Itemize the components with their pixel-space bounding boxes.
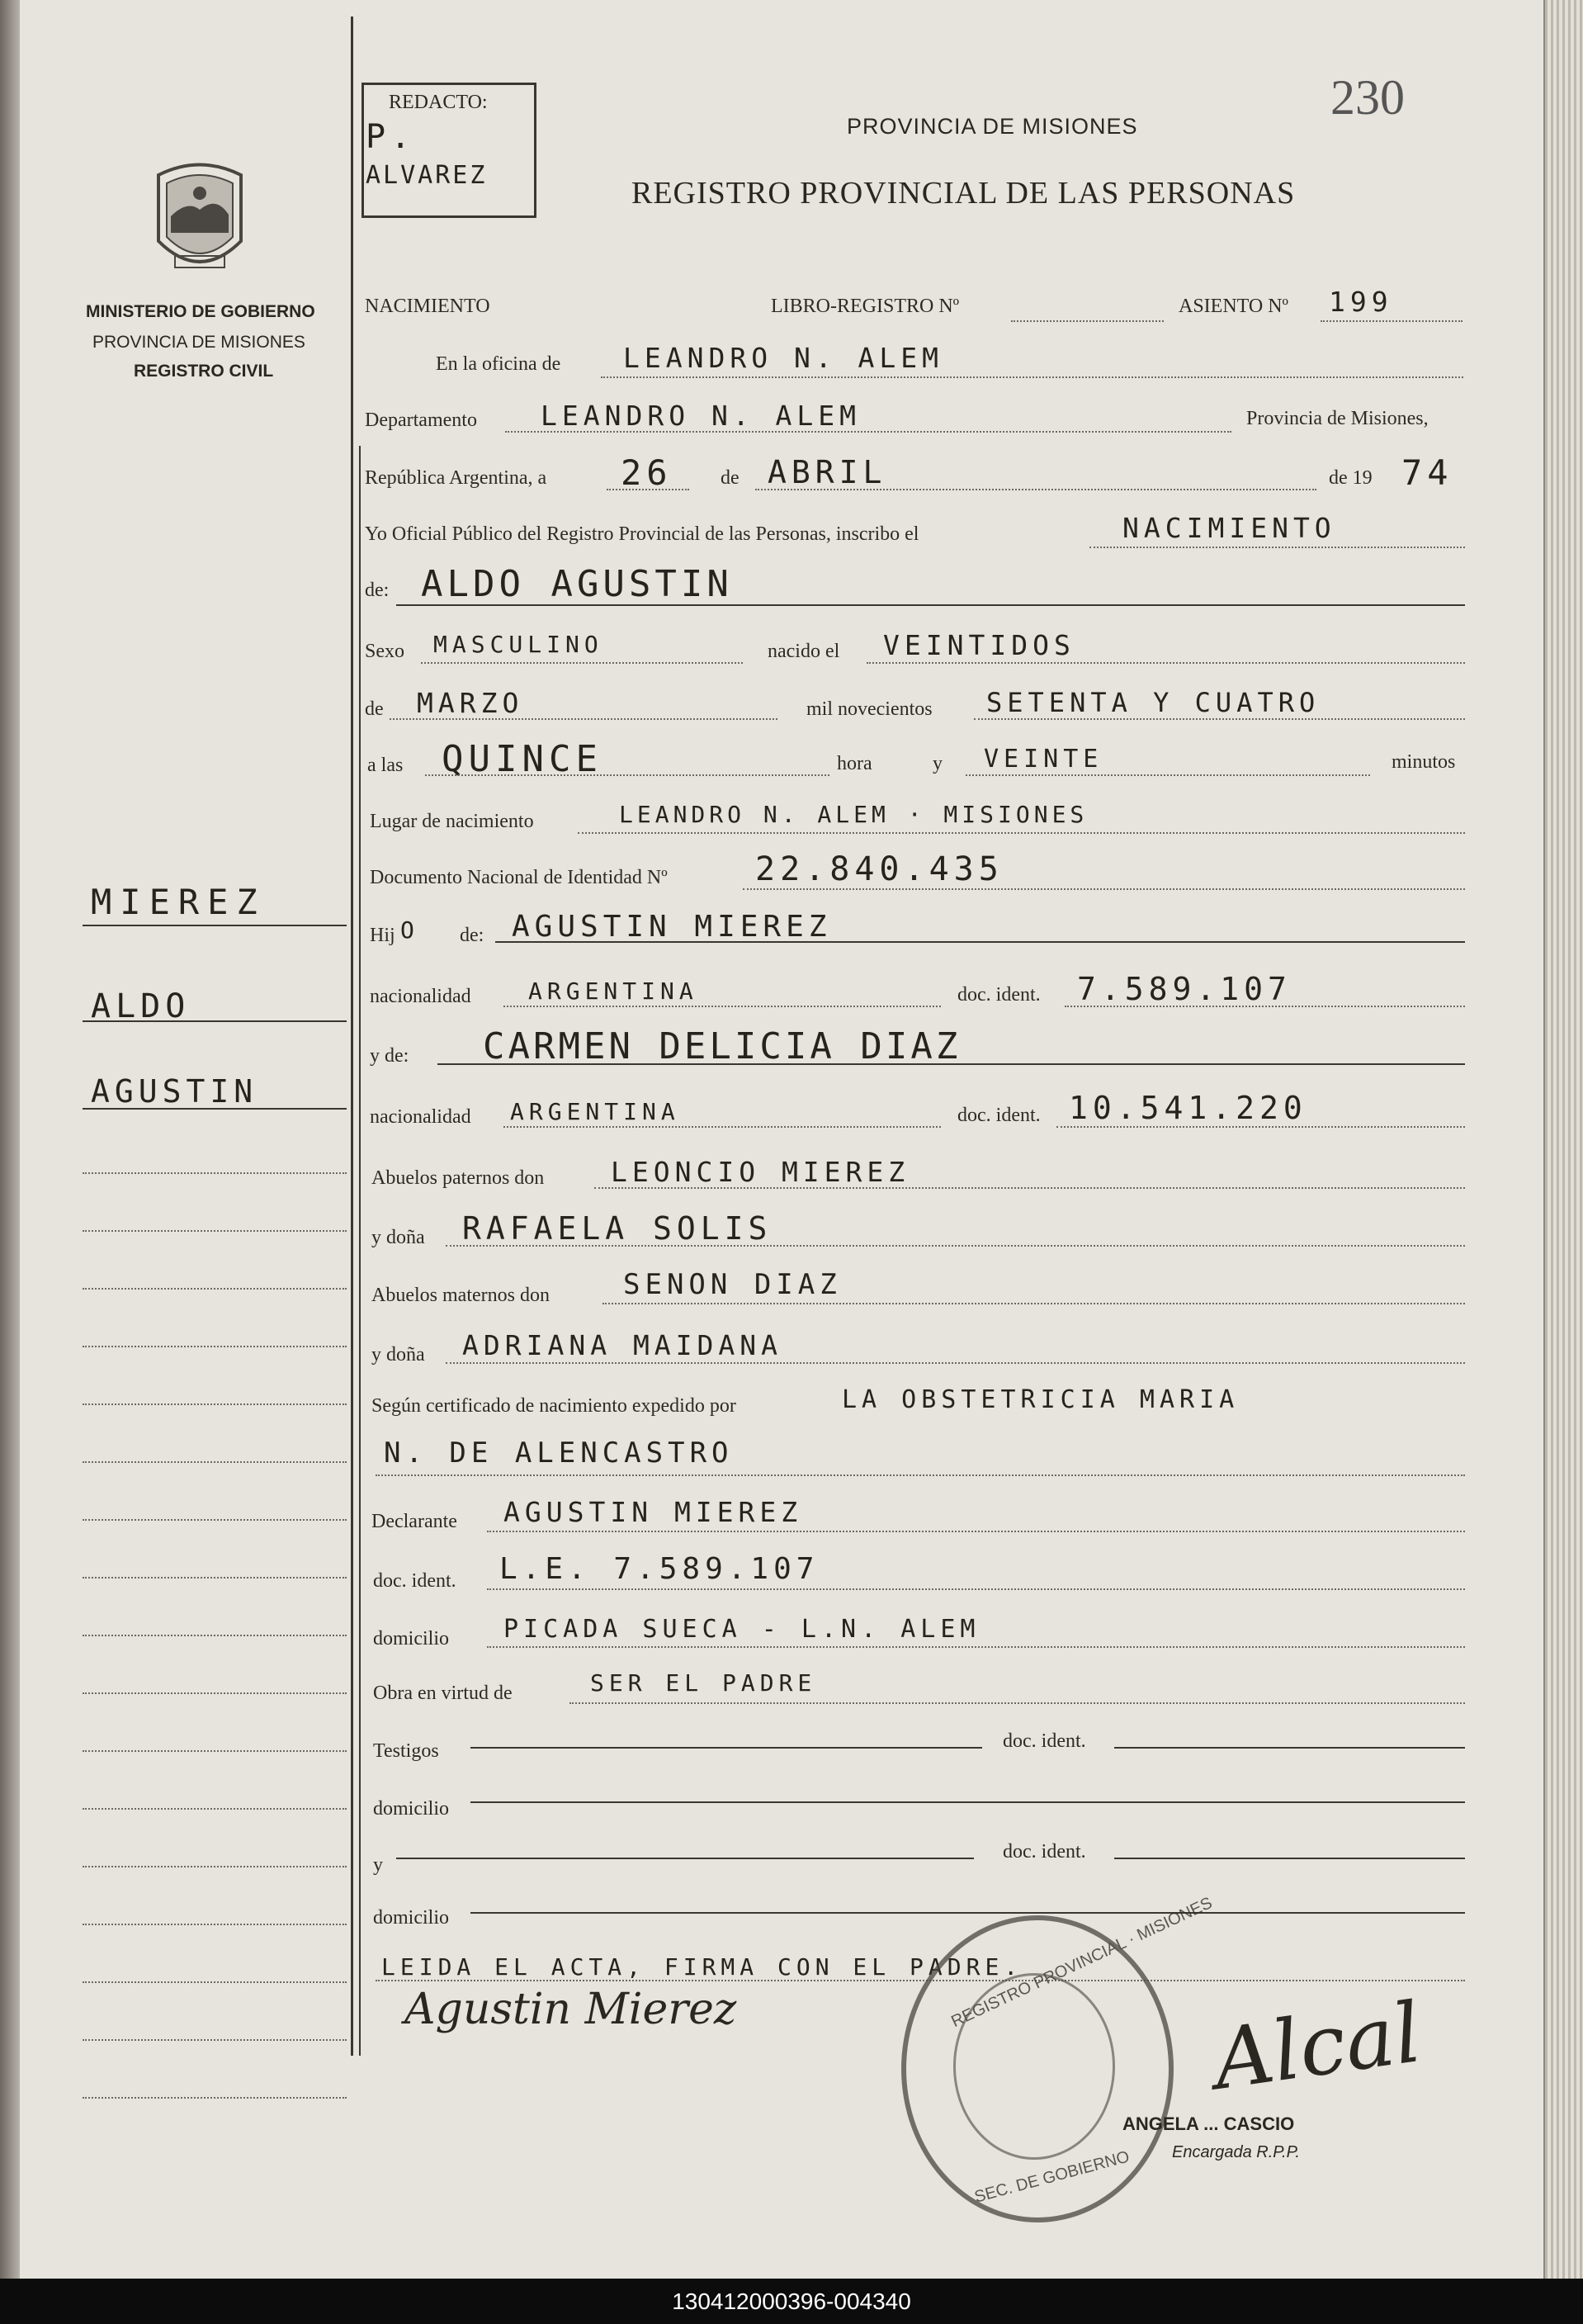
margin-rule-inner (359, 446, 361, 2056)
margin-line (83, 1020, 347, 1022)
decl-doc-value: L.E. 7.589.107 (499, 1552, 820, 1586)
father-name-line (495, 941, 1465, 943)
inscribo-value: NACIMIENTO (1122, 512, 1336, 544)
father-nat-label: nacionalidad (370, 986, 471, 1007)
nacido-label: nacido el (768, 641, 840, 662)
barcode-id: 130412000396-004340 (672, 2289, 911, 2314)
margin-line (83, 1519, 347, 1521)
nacido-line (867, 662, 1465, 664)
margin-line (83, 1866, 347, 1867)
oficina-label: En la oficina de (436, 353, 561, 375)
mil-label: mil novecientos (806, 698, 933, 720)
page-edges (1543, 0, 1583, 2279)
certificado-label: Según certificado de nacimiento expedido por (371, 1395, 736, 1417)
mother-name-line (437, 1063, 1465, 1065)
hijo-suffix: O (400, 916, 419, 944)
margin-line (83, 1981, 347, 1983)
ministry-line3: REGISTRO CIVIL (134, 362, 274, 381)
testigos-label: Testigos (373, 1740, 439, 1762)
redacto-initial: P. (366, 118, 416, 156)
declarante-label: Declarante (371, 1511, 457, 1532)
abuelos-pat-label: Abuelos paternos don (371, 1167, 545, 1189)
declarant-signature: Agustin Mierez (404, 1985, 737, 2034)
day-value: 26 (621, 452, 673, 493)
abuela-pat-value: RAFAELA SOLIS (462, 1210, 773, 1247)
dom2-label: domicilio (373, 1798, 449, 1820)
child-de-label: de: (365, 580, 390, 601)
mother-de-label: y de: (370, 1045, 409, 1067)
margin-line (83, 1230, 347, 1232)
margin-surname: MIEREZ (91, 882, 266, 922)
birth-year-line (974, 718, 1465, 720)
birth-month-line (390, 718, 777, 720)
margin-line (83, 2039, 347, 2041)
margin-name2: AGUSTIN (91, 1073, 258, 1110)
libro-label: LIBRO-REGISTRO Nº (771, 296, 960, 317)
year-value: 74 (1401, 452, 1453, 493)
minutos-label: minutos (1392, 751, 1456, 773)
stamp-name: ANGELA ... CASCIO (1122, 2113, 1295, 2134)
libro-line (1011, 320, 1164, 322)
doc3-label: doc. ident. (1003, 1841, 1086, 1863)
yo-oficial-label: Yo Oficial Público del Registro Provincial de las Personas, inscribo el (365, 523, 919, 545)
margin-line (83, 1924, 347, 1925)
domicilio-value: PICADA SUECA - L.N. ALEM (503, 1615, 981, 1644)
doc3-line (1114, 1858, 1465, 1859)
birth-year-words: SETENTA Y CUATRO (986, 687, 1321, 718)
nacido-value: VEINTIDOS (883, 629, 1075, 661)
leida-line (376, 1980, 1465, 1981)
margin-line (83, 1346, 347, 1347)
redacto-name: ALVAREZ (366, 161, 488, 190)
father-nat-value: ARGENTINA (528, 977, 698, 1005)
departamento-label: Departamento (365, 409, 477, 431)
departamento-line (505, 431, 1231, 433)
mother-nat-value: ARGENTINA (510, 1098, 680, 1125)
margin-line (83, 1288, 347, 1290)
asiento-label: ASIENTO Nº (1179, 296, 1288, 317)
abuela-mat-value: ADRIANA MAIDANA (462, 1329, 783, 1361)
margin-line (83, 1461, 347, 1463)
margin-line (83, 2097, 347, 2099)
child-name: ALDO AGUSTIN (421, 563, 733, 605)
abuelo-mat-value: SENON DIAZ (623, 1268, 842, 1301)
birth-month-de-label: de (365, 698, 384, 720)
ministry-line1: MINISTERIO DE GOBIERNO (86, 302, 315, 321)
certificado-line (376, 1474, 1465, 1476)
provincia-label: Provincia de Misiones, (1246, 408, 1429, 429)
decl-doc-line (487, 1588, 1465, 1590)
official-seal-inner (953, 1973, 1115, 2160)
dom3-label: domicilio (373, 1907, 449, 1929)
margin-line (83, 925, 347, 926)
month-value: ABRIL (768, 454, 887, 490)
asiento-line (1321, 320, 1463, 322)
lugar-value: LEANDRO N. ALEM · MISIONES (619, 801, 1089, 828)
margin-line (83, 1172, 347, 1174)
hora-y-label: y (933, 753, 943, 774)
document-title: REGISTRO PROVINCIAL DE LAS PERSONAS (631, 176, 1296, 211)
minutos-line (966, 774, 1370, 776)
father-doc-label: doc. ident. (957, 984, 1041, 1006)
asiento-value: 199 (1329, 286, 1393, 318)
mother-nat-line (503, 1126, 941, 1128)
testigos-doc-line (1114, 1747, 1465, 1749)
margin-rule (351, 17, 353, 2056)
redacto-box (361, 83, 536, 218)
margin-line (83, 1577, 347, 1579)
declarante-line (487, 1531, 1465, 1532)
document-id-bar (0, 2279, 1583, 2324)
father-doc-line (1065, 1006, 1465, 1007)
book-binding (0, 0, 20, 2279)
margin-name1: ALDO (91, 987, 191, 1025)
domicilio-line (487, 1646, 1465, 1648)
dni-value: 22.840.435 (755, 850, 1004, 888)
obra-value: SER EL PADRE (590, 1669, 817, 1697)
province-heading: PROVINCIA DE MISIONES (847, 114, 1138, 139)
margin-line (83, 1108, 347, 1110)
hijo-de-label: de: (460, 925, 484, 946)
dom3-line (470, 1912, 1465, 1914)
lugar-label: Lugar de nacimiento (370, 811, 534, 832)
alas-label: a las (367, 755, 404, 776)
obra-line (569, 1702, 1465, 1704)
mother-doc-label: doc. ident. (957, 1105, 1041, 1126)
child-name-line (396, 604, 1465, 606)
obra-label: Obra en virtud de (373, 1683, 513, 1704)
mother-doc-line (1056, 1126, 1465, 1128)
ministry-line2: PROVINCIA DE MISIONES (92, 333, 305, 352)
oficina-value: LEANDRO N. ALEM (623, 342, 944, 374)
abuela-pat-label: y doña (371, 1227, 425, 1248)
hijo-label: Hij (370, 925, 395, 946)
provincial-coat-of-arms-icon (142, 159, 258, 282)
sexo-label: Sexo (365, 641, 404, 662)
hora-value: QUINCE (442, 738, 602, 780)
dni-line (743, 888, 1465, 890)
sexo-line (421, 662, 743, 664)
abuelo-pat-line (594, 1187, 1465, 1189)
sexo-value: MASCULINO (433, 631, 603, 658)
departamento-value: LEANDRO N. ALEM (541, 400, 862, 432)
republica-label: República Argentina, a (365, 467, 547, 489)
nacimiento-label: NACIMIENTO (365, 296, 490, 317)
mother-nat-label: nacionalidad (370, 1106, 471, 1128)
month-de-label: de (721, 467, 740, 489)
margin-line (83, 1808, 347, 1810)
abuela-pat-line (446, 1245, 1465, 1247)
declarante-value: AGUSTIN MIEREZ (503, 1496, 803, 1528)
seal-bottom: SEC. DE GOBIERNO (972, 2147, 1132, 2207)
margin-line (83, 1750, 347, 1752)
seal-text: REGISTRO PROVINCIAL · MISIONES (948, 1893, 1216, 2032)
dom2-line (470, 1801, 1465, 1803)
abuelos-mat-label: Abuelos maternos don (371, 1285, 550, 1306)
certificado-value1: LA OBSTETRICIA MARIA (842, 1385, 1240, 1414)
leida-text: LEIDA EL ACTA, FIRMA CON EL PADRE. (381, 1953, 1023, 1981)
minutos-value: VEINTE (984, 745, 1103, 774)
y2-label: y (373, 1854, 383, 1876)
abuela-mat-label: y doña (371, 1344, 425, 1366)
abuelo-pat-value: LEONCIO MIEREZ (611, 1156, 910, 1188)
abuelo-mat-line (602, 1303, 1465, 1304)
day-line (607, 489, 689, 490)
abuela-mat-line (446, 1362, 1465, 1364)
father-doc-value: 7.589.107 (1077, 971, 1292, 1007)
redacto-label: REDACTO: (389, 92, 488, 113)
margin-line (83, 1635, 347, 1636)
oficina-line (601, 376, 1463, 378)
certificado-value2: N. DE ALENCASTRO (384, 1437, 734, 1470)
hora-line (425, 774, 829, 776)
birth-month-value: MARZO (417, 687, 524, 719)
official-signature: Alcal (1207, 1984, 1427, 2109)
dni-label: Documento Nacional de Identidad Nº (370, 867, 668, 888)
year-label: de 19 (1329, 467, 1373, 489)
hora-label: hora (837, 753, 872, 774)
margin-line (83, 1403, 347, 1405)
domicilio-label: domicilio (373, 1628, 449, 1650)
mother-name: CARMEN DELICIA DIAZ (483, 1025, 962, 1067)
margin-line (83, 1692, 347, 1694)
testigos-doc-label: doc. ident. (1003, 1730, 1086, 1752)
inscribo-line (1089, 547, 1465, 548)
testigos-line (470, 1747, 982, 1749)
mother-doc-value: 10.541.220 (1069, 1090, 1307, 1126)
lugar-line (578, 832, 1465, 834)
stamp-role: Encargada R.P.P. (1172, 2143, 1300, 2161)
father-name: AGUSTIN MIEREZ (512, 910, 832, 944)
y2-line (396, 1858, 974, 1859)
father-nat-line (503, 1006, 941, 1007)
page-number: 230 (1330, 70, 1405, 125)
decl-doc-label: doc. ident. (373, 1570, 456, 1592)
month-line (755, 489, 1316, 490)
